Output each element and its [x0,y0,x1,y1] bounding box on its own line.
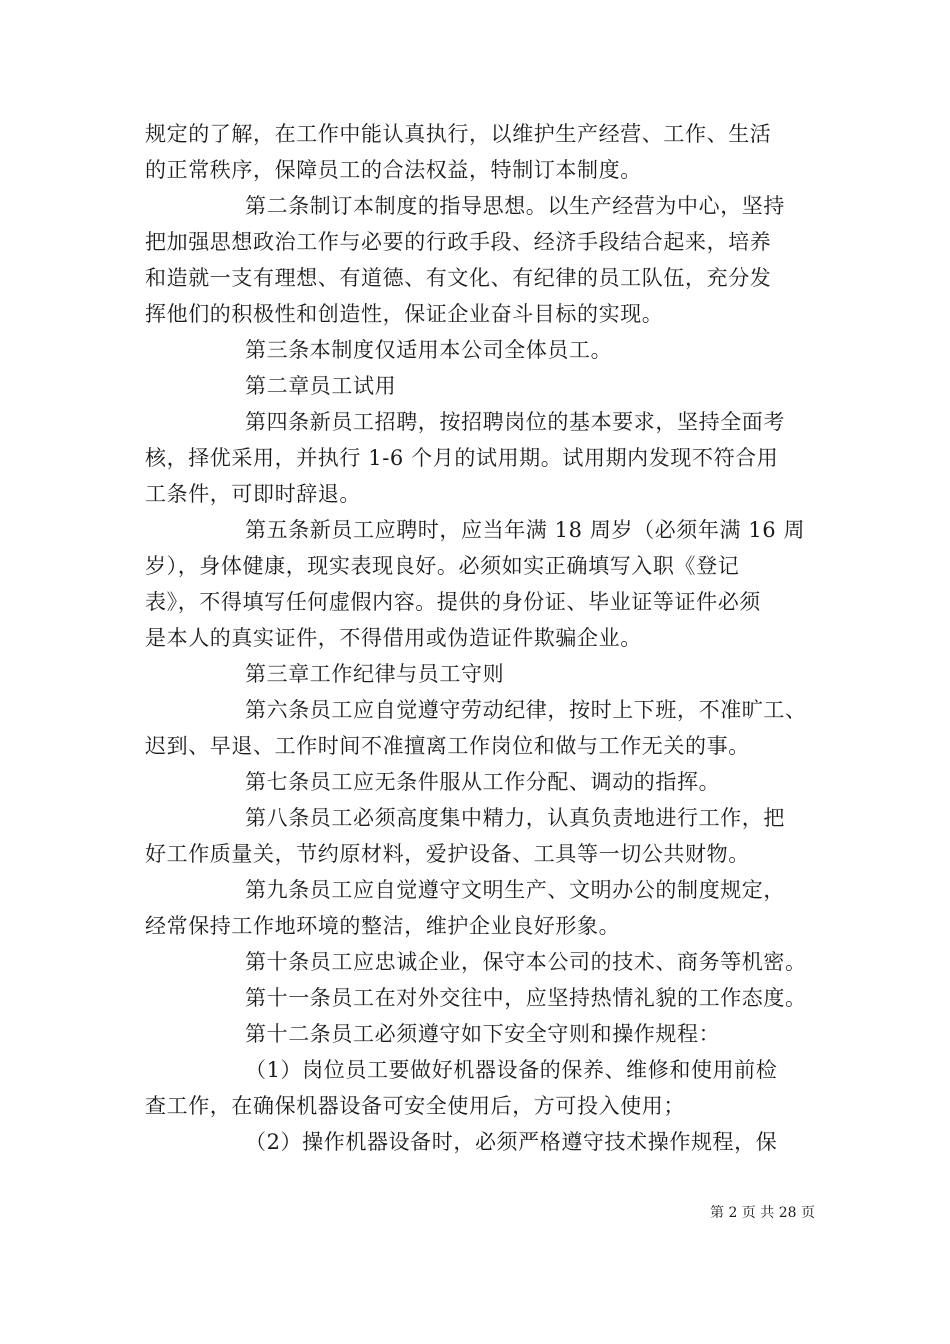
text-line: 第三条本制度仅适用本公司全体员工。 [245,338,613,362]
chapter-heading: 第二章员工试用 [245,374,397,398]
list-item: （2）操作机器设备时，必须严格遵守技术操作规程，保 [245,1130,778,1154]
text-line: 是本人的真实证件，不得借用或伪造证件欺骗企业。 [145,626,642,650]
page-number: 第 2 页 共 28 页 [710,1205,815,1221]
text-line: 第四条新员工招聘，按招聘岗位的基本要求，坚持全面考 [245,410,785,434]
list-item: （1）岗位员工要做好机器设备的保养、维修和使用前检 [245,1058,778,1082]
text-line: 经常保持工作地环境的整洁，维护企业良好形象。 [145,914,621,938]
text-line: 和造就一支有理想、有道德、有文化、有纪律的员工队伍，充分发 [145,266,772,290]
text-line: 挥他们的积极性和创造性，保证企业奋斗目标的实现。 [145,302,664,326]
text-line: 第五条新员工应聘时，应当年满 18 周岁（必须年满 16 周 [245,518,806,542]
text-line: 把加强思想政治工作与必要的行政手段、经济手段结合起来，培养 [145,230,772,254]
text-line: 第十一条员工在对外交往中，应坚持热情礼貌的工作态度。 [245,986,807,1010]
text-line: 第二条制订本制度的指导思想。以生产经营为中心，坚持 [245,194,785,218]
chapter-heading: 第三章工作纪律与员工守则 [245,662,505,686]
text-line: 核，择优采用，并执行 1-6 个月的试用期。试用期内发现不符合用 [145,446,779,470]
text-line: 第十二条员工必须遵守如下安全守则和操作规程： [245,1022,721,1046]
text-line: 岁），身体健康，现实表现良好。必须如实正确填写入职《登记 [145,554,740,578]
text-line: 好工作质量关，节约原材料，爱护设备、工具等一切公共财物。 [145,842,750,866]
text-line: 表》，不得填写任何虚假内容。提供的身份证、毕业证等证件必须 [145,590,761,614]
text-line: 查工作，在确保机器设备可安全使用后，方可投入使用； [145,1094,685,1118]
text-line: 第九条员工应自觉遵守文明生产、文明办公的制度规定， [245,878,785,902]
text-line: 规定的了解，在工作中能认真执行，以维护生产经营、工作、生活 [145,122,772,146]
text-line: 的正常秩序，保障员工的合法权益，特制订本制度。 [145,158,642,182]
text-line: 第七条员工应无条件服从工作分配、调动的指挥。 [245,770,721,794]
text-line: 第八条员工必须高度集中精力，认真负责地进行工作，把 [245,806,785,830]
text-line: 第六条员工应自觉遵守劳动纪律，按时上下班，不准旷工、 [245,698,807,722]
text-line: 工条件，可即时辞退。 [145,482,361,506]
text-line: 迟到、早退、工作时间不准擅离工作岗位和做与工作无关的事。 [145,734,750,758]
document-body [145,116,825,1160]
text-line: 第十条员工应忠诚企业，保守本公司的技术、商务等机密。 [245,950,807,974]
